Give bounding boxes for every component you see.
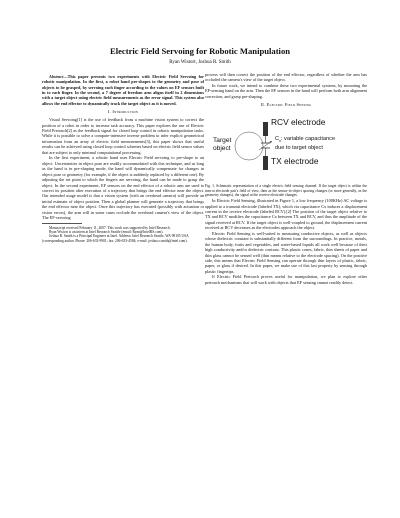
paper-authors: Ryan Wistort, Joshua R. Smith xyxy=(169,60,231,65)
paper-title: Electric Field Servoing for Robotic Manipulation xyxy=(109,46,291,56)
tx-label: TX electrode xyxy=(271,156,319,167)
section-heading-ef-sensing: II. Electric Field Sensing xyxy=(260,102,312,108)
ef-sensing-paragraph-1: In Electric Field Sensing, illustrated in Figure 1, a low frequency (100KHz) AC voltage is applied to a transmit electrode (labeled TX), which via capacitance Cx induces a displacement current in the receive electrode (labeled RCV).[2] The position of the target object relative to TX and RCV modifies the capacitance Cx between TX and RCV, and thus the amplitude of the signal received at RCV. If the target object is well-coupled to ground, the displacement current received at RCV decreases as the electrodes approach the object. xyxy=(205,198,367,231)
figure-1-schematic xyxy=(205,110,367,182)
continued-paragraph: process will then correct the position of the end effector, regardless of whether the arm has occluded the camera's view of the target object. xyxy=(205,72,367,83)
intro-paragraph-2: In the first experiment, a robotic hand uses Electric Field servoing to pre-shape to an object. Uncertainties in object pose are readily accommodated with this technique, and as long as the hand is in pre-shaping mode, the hand will dynamically compensate for changes in object pose or geometry (for example, if the object is suddenly replaced by a different one). By adjusting the set point to which the fingers are servoing, the hand can be made to grasp the object. In the second experiment, EF sensors on the end effector of a robotic arm are used to correct its position after execution of a trajectory that brings the end effector near the object. Our intended usage model is that a vision system (with an overhead camera) will provide an initial estimate of object position. Then a global planner will generate a trajectory that brings the end effector near the object. Once this trajectory has executed (possibly with actuation or vision errors), the arm will in some cases occlude the overhead camera's view of the object. The EF-servoing xyxy=(42,155,204,221)
figure-1-caption: Fig. 1. Schematic representation of a single electric field sensing channel. If the target object is within the mm-ai electrode pair's field of view, then as the sensor-to-object spacing changes (or more generally, as the geometry changes), the signal at the receive electrode changes. xyxy=(205,184,367,198)
ef-sensing-paragraph-3: If Electric Field Pretouch proves useful for manipulation, we plan to explore other pretouch mechanisms that will work with objects that EF sensing cannot readily detect. xyxy=(205,274,367,285)
ef-sensing-paragraph-2: Electric Field Sensing is well-suited to measuring conductive objects, as well as objects whose dielectric constant is substantially different from the surroundings. In practice, metals, the human body, fruits and vegetables, and water-based liquids all work well because of their high conductivity and/or dielectric contrast. This plastic cones, fabric, thin sheets of paper and thin glass cannot be sensed well (thin means relative to the electrode spacing). On the positive side, this means that Electric Field Sensing can operate through thin layers of plastic, fabric, paper, or glass if desired. In this paper, we make use of this last property by sensing through plastic fingertips. xyxy=(205,230,367,274)
left-column xyxy=(42,74,204,243)
target-object-shape xyxy=(235,132,263,160)
rcv-electrode-plate xyxy=(263,122,268,136)
cap-subscript: x xyxy=(279,139,281,144)
cap-desc-1: : variable capacitance xyxy=(280,136,336,143)
cap-symbol: C xyxy=(275,136,280,143)
future-work-paragraph: In future work, we intend to combine these two experimental systems, by mounting the EF-sensing hand on the arm. Then the EF sensors in the hand will perform both arm alignment correction, and grasp pre-shaping. xyxy=(205,82,367,99)
footnote-author-2: Joshua R. Smith is a Principal Engineer at Intel. Address: Intel Research Seattle, WA 98105 USA (corresponding author. Phone: 206-633-9901; fax: 206-633-4584; e-mail: joshua.r.smith@intel.com). xyxy=(42,234,189,243)
cap-desc-2: due to target object xyxy=(275,144,323,151)
intro-paragraph-1: Visual Servoing[1] is the use of feedback from a machine vision system to correct the position of a robot in order to increase task accuracy. This paper explores the use of Electric Field Pretouch[2] as the feedback signal for closed loop control in robotic manipulation tasks. While it is possible to solve a compute-intensive inverse problem to infer explicit geometrical information from an array of electric field measurements[3], this paper shows that useful results can be achieved using closed loop control schemes based on electric field sensor values that are subject to only minimal computational processing. xyxy=(42,117,204,155)
footnote-author-1: Ryan Wistort is an intern at Intel Research Seattle (email: Ryan@IntelRS.com). xyxy=(49,230,164,235)
footnote-divider xyxy=(42,223,82,224)
tx-electrode-plate xyxy=(263,156,268,170)
abstract xyxy=(42,74,204,106)
abstract-text: —This paper presents two experiments with Electric Field Servoing for robotic manipulation. In the first, a robot hand pre-shapes to the geometry and pose of objects to be grasped, by servoing each finger according to the values on EF sensors built in to each finger. In the second, a 7 degree of freedom arm aligns itself in 2 dimensions with a target object using electric field measurements as the error signal. This system also allows the end effector to dynamically track the target object as it is moved. xyxy=(42,74,204,106)
target-label-line-2: object xyxy=(213,144,231,152)
footnotes xyxy=(42,226,204,244)
capacitance-label xyxy=(275,136,335,151)
footnote-manuscript: Manuscript received February 11, 2007. This work was supported by Intel Research. xyxy=(49,225,171,230)
target-object-label xyxy=(213,137,231,152)
target-label-line-1: Target xyxy=(213,137,232,145)
right-column xyxy=(205,72,367,285)
abstract-label: Abstract xyxy=(49,74,64,79)
section-heading-introduction: I. Introduction xyxy=(108,109,138,115)
rcv-label: RCV electrode xyxy=(271,117,326,128)
